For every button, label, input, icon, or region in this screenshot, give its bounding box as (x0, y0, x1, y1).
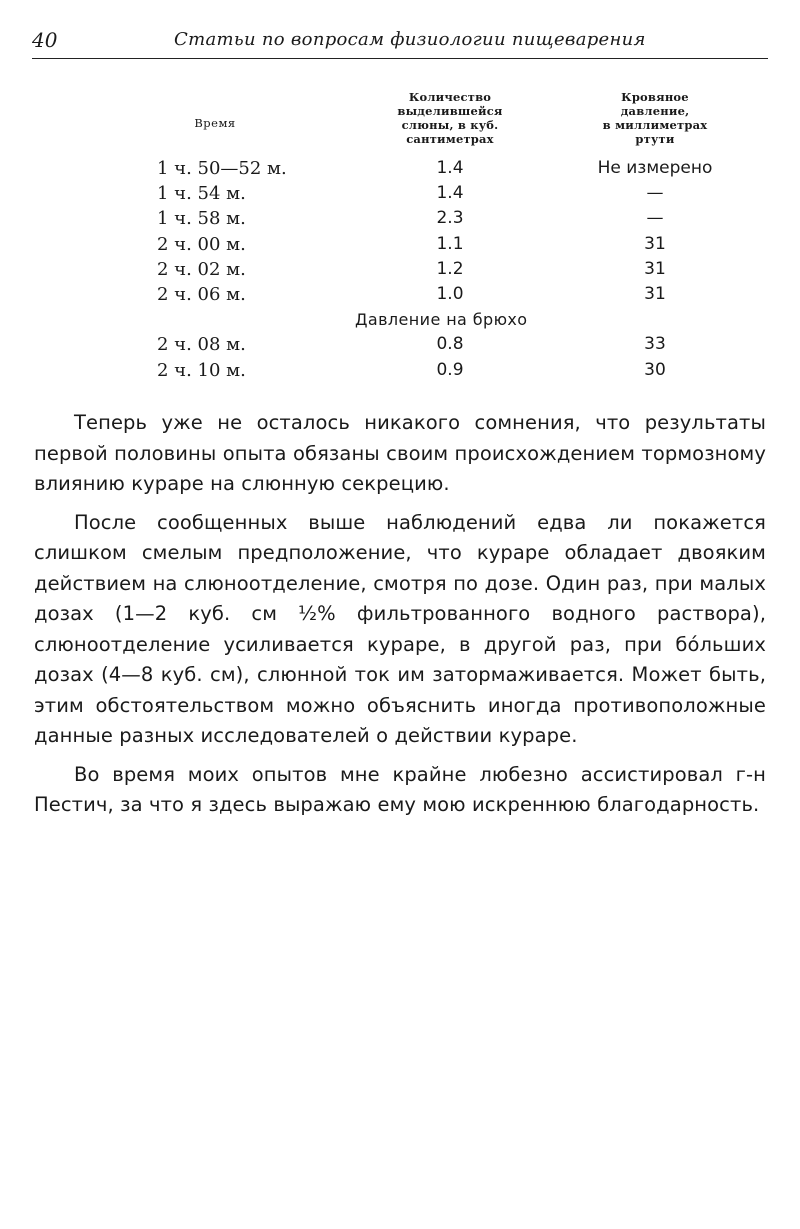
table-row (0, 232, 800, 257)
column-header-time: Время (194, 116, 236, 130)
cell-saliva: 2.3 (436, 208, 464, 229)
cell-time: 2 ч. 06 м. (157, 283, 246, 305)
cell-time: 2 ч. 00 м. (157, 233, 246, 255)
cell-pressure: 31 (644, 283, 666, 304)
cell-pressure: 33 (644, 334, 666, 355)
column-header-saliva: Количество выделившейся слюны, в куб. сантиметрах (397, 90, 503, 146)
body-text (34, 408, 766, 829)
paragraph: Теперь уже не осталось никакого сомнения, что результаты первой половины опыта обязаны своим происхождением тормозному влиянию кураре на слюнную секрецию. (34, 411, 766, 495)
cell-pressure: — (646, 183, 664, 204)
cell-time: 1 ч. 54 м. (157, 183, 246, 205)
table-row (0, 257, 800, 282)
cell-time: 2 ч. 10 м. (157, 359, 246, 381)
cell-pressure: 30 (644, 359, 666, 380)
cell-time: 1 ч. 50—52 м. (157, 158, 287, 179)
page-header (32, 24, 768, 59)
running-title: Статьи по вопросам физиологии пищеварения (174, 29, 646, 50)
cell-time: 1 ч. 58 м. (157, 208, 246, 230)
cell-saliva: 1.0 (436, 283, 464, 304)
table-body (0, 156, 800, 383)
table-note-row (0, 307, 800, 332)
cell-pressure: Не измерено (597, 158, 713, 178)
table-row (0, 282, 800, 307)
table-row (0, 332, 800, 357)
paragraph: После сообщенных выше наблюдений едва ли покажется слишком смелым предположение, что кураре обладает двояким действием на слюноотделение, смотря по дозе. Один раз, при малых дозах (1—2 куб. см ½% фильтрованного водного раствора), слюноотделение усиливается кураре, в другой раз, при бóльших дозах (4—8 куб. см), слюнной ток им затормаживается. Может быть, этим обстоятельством можно объяснить иногда противоположные данные разных исследователей о действии кураре. (34, 510, 766, 747)
cell-saliva: 0.9 (436, 359, 464, 380)
paragraph: Во время моих опытов мне крайне любезно ассистировал г-н Пестич, за что я здесь выражаю ему мою искреннюю благодарность. (34, 762, 766, 816)
cell-saliva: 1.1 (436, 233, 464, 254)
cell-time: 2 ч. 02 м. (157, 258, 246, 280)
data-table (0, 90, 800, 383)
cell-saliva: 0.8 (436, 334, 464, 355)
table-note: Давление на брюхо (355, 310, 528, 330)
table-row (0, 181, 800, 206)
cell-saliva: 1.2 (436, 258, 464, 279)
table-row (0, 358, 800, 383)
table-row (0, 206, 800, 231)
cell-pressure: — (646, 208, 664, 229)
column-header-pressure: Кровяное давление, в миллиметрах ртути (602, 90, 708, 146)
cell-pressure: 31 (644, 233, 666, 254)
cell-saliva: 1.4 (436, 158, 464, 178)
cell-pressure: 31 (644, 258, 666, 279)
cell-saliva: 1.4 (436, 183, 464, 204)
table-header (0, 90, 800, 156)
page-number: 40 (32, 28, 58, 52)
table-row (0, 156, 800, 181)
cell-time: 2 ч. 08 м. (157, 334, 246, 356)
